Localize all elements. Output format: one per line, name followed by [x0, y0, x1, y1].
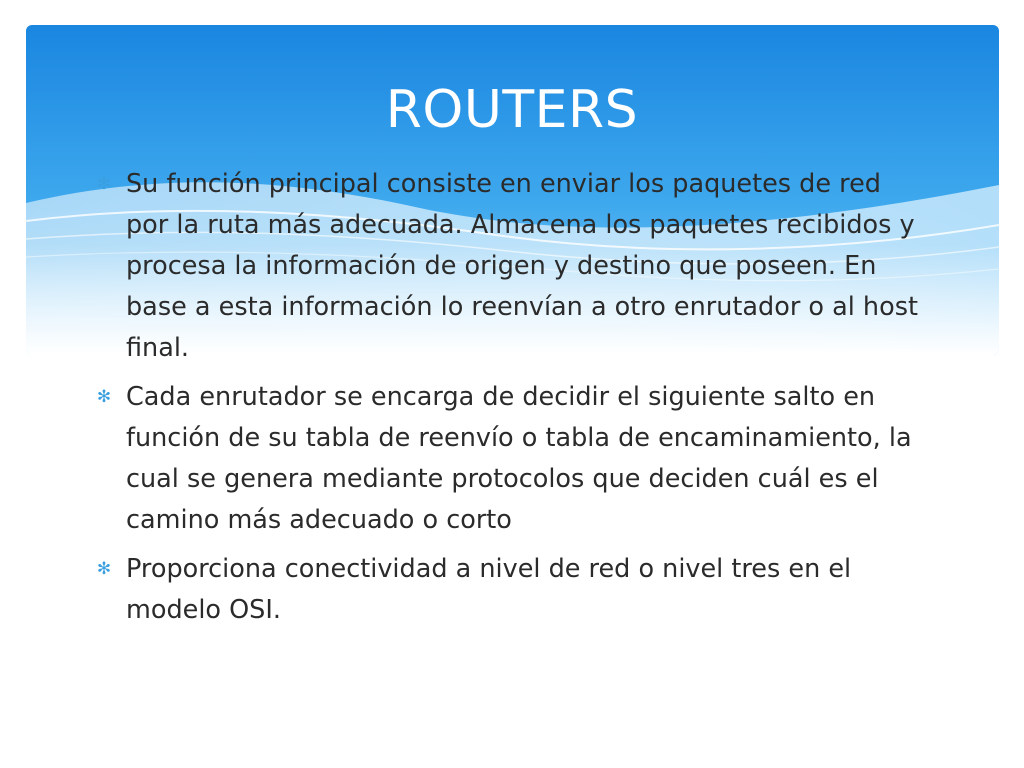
bullet-text: Cada enrutador se encarga de decidir el siguiente salto en función de su tabla de reenvío o tabla de encaminamiento, la cual se genera mediante protocolos que deciden cuál es el camino más adecuado o corto: [126, 382, 912, 535]
bullet-item: [94, 377, 924, 541]
bullet-text: Su función principal consiste en enviar los paquetes de red por la ruta más adecuada. Almacena los paquetes recibidos y procesa la información de origen y destino que poseen. En base a esta información lo reenvían a otro enrutador o al host final.: [126, 169, 918, 363]
asterisk-bullet-icon: ✻: [96, 387, 112, 407]
asterisk-bullet-icon: ✻: [96, 559, 112, 579]
bullet-item: [94, 549, 924, 631]
slide-title: ROUTERS: [385, 80, 639, 140]
bullet-item: [94, 164, 924, 369]
bullet-text: Proporciona conectividad a nivel de red o nivel tres en el modelo OSI.: [126, 554, 852, 625]
bullet-list: [94, 164, 924, 639]
asterisk-bullet-icon: ✻: [96, 174, 112, 194]
